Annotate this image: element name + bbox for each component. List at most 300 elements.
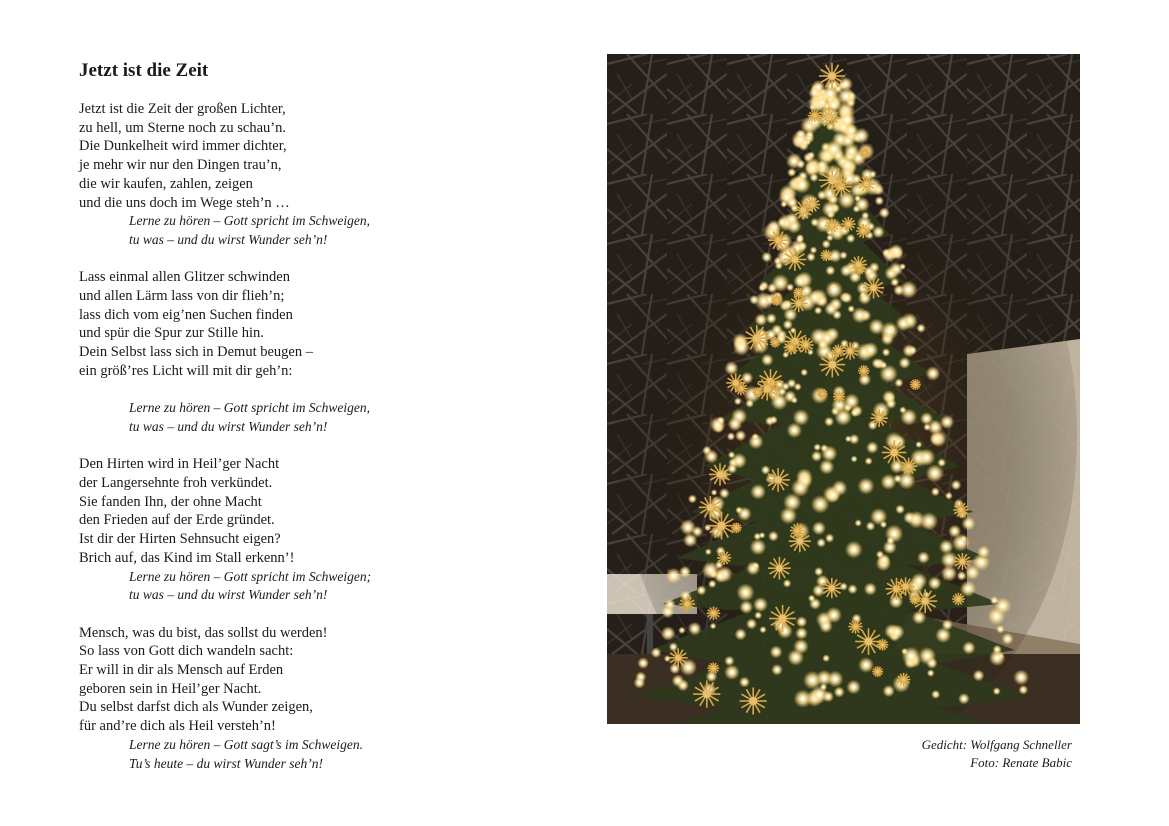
light-bulb bbox=[821, 164, 823, 166]
light-bulb bbox=[817, 527, 820, 530]
refrain-line: Lerne zu hören – Gott spricht im Schweigen, bbox=[129, 400, 370, 416]
light-bulb bbox=[857, 522, 859, 524]
light-bulb bbox=[850, 237, 852, 239]
light-bulb bbox=[655, 651, 658, 654]
refrain-gap bbox=[79, 381, 549, 400]
light-bulb bbox=[803, 371, 805, 373]
light-bulb bbox=[804, 141, 806, 143]
light-bulb bbox=[934, 491, 936, 493]
light-bulb bbox=[925, 654, 929, 658]
light-bulb bbox=[875, 325, 879, 329]
light-bulb bbox=[906, 287, 911, 292]
light-bulb bbox=[850, 95, 852, 97]
light-bulb bbox=[799, 238, 801, 240]
light-bulb bbox=[710, 455, 714, 459]
light-bulb bbox=[672, 574, 676, 578]
light-bulb bbox=[869, 348, 873, 352]
light-bulb bbox=[790, 382, 792, 384]
light-bulb bbox=[686, 665, 690, 669]
light-bulb bbox=[801, 696, 806, 701]
light-bulb bbox=[818, 502, 823, 507]
light-bulb bbox=[955, 484, 958, 487]
light-bulb bbox=[778, 281, 782, 285]
light-bulb bbox=[681, 629, 683, 631]
light-bulb bbox=[743, 681, 746, 684]
light-bulb bbox=[693, 627, 696, 630]
refrain-line: Tu’s heute – du wirst Wunder seh’n! bbox=[129, 755, 324, 771]
light-bulb bbox=[755, 565, 757, 567]
light-bulb bbox=[684, 570, 687, 573]
light-bulb bbox=[828, 537, 830, 539]
light-bulb bbox=[863, 378, 866, 381]
light-bulb bbox=[995, 656, 999, 660]
light-bulb bbox=[889, 397, 892, 400]
poem-title: Jetzt ist die Zeit bbox=[79, 60, 209, 81]
light-bulb bbox=[756, 490, 760, 494]
light-bulb bbox=[927, 519, 932, 524]
light-bulb bbox=[764, 469, 766, 471]
poem-line: Ist dir der Hirten Sehnsucht eigen? bbox=[79, 531, 281, 548]
poem-line: Lass einmal allen Glitzer schwinden bbox=[79, 269, 290, 286]
light-bulb bbox=[933, 471, 938, 476]
light-bulb bbox=[825, 243, 827, 245]
light-bulb bbox=[730, 367, 734, 371]
light-bulb bbox=[832, 613, 836, 617]
light-bulb bbox=[708, 551, 710, 553]
light-bulb bbox=[743, 590, 748, 595]
light-bulb bbox=[730, 435, 732, 437]
light-bulb bbox=[931, 372, 935, 376]
light-bulb bbox=[800, 133, 803, 136]
light-bulb bbox=[914, 518, 916, 520]
light-bulb bbox=[899, 508, 901, 510]
light-bulb bbox=[841, 415, 845, 419]
poem-line: der Langersehnte froh verkündet. bbox=[79, 475, 273, 492]
poem-line: So lass von Gott dich wandeln sacht: bbox=[79, 643, 294, 660]
light-bulb bbox=[832, 147, 837, 152]
poem-line: je mehr wir nur den Dingen trau’n, bbox=[79, 157, 282, 174]
light-bulb bbox=[871, 424, 874, 427]
light-bulb bbox=[810, 256, 812, 258]
light-bulb bbox=[739, 434, 742, 437]
light-bulb bbox=[948, 495, 950, 497]
poem-line: ein größ’res Licht will mit dir geh’n: bbox=[79, 362, 293, 379]
light-bulb bbox=[753, 299, 755, 301]
light-bulb bbox=[877, 231, 880, 234]
stanza-3 bbox=[79, 455, 549, 605]
light-bulb bbox=[1022, 689, 1024, 691]
light-bulb bbox=[781, 391, 783, 393]
poem-line: und allen Lärm lass von dir flieh’n; bbox=[79, 288, 285, 305]
light-bulb bbox=[947, 571, 951, 575]
light-bulb bbox=[828, 207, 832, 211]
light-bulb bbox=[691, 498, 693, 500]
light-bulb bbox=[878, 200, 880, 202]
light-bulb bbox=[773, 419, 775, 421]
light-bulb bbox=[669, 603, 672, 606]
light-bulb bbox=[846, 297, 849, 300]
light-bulb bbox=[730, 670, 734, 674]
light-bulb bbox=[700, 589, 703, 592]
light-bulb bbox=[843, 586, 845, 588]
light-bulb bbox=[901, 322, 905, 326]
light-bulb bbox=[777, 399, 781, 403]
light-bulb bbox=[941, 462, 943, 464]
light-bulb bbox=[667, 658, 669, 660]
light-bulb bbox=[890, 540, 892, 542]
light-bulb bbox=[789, 286, 791, 288]
light-bulb bbox=[791, 171, 793, 173]
light-bulb bbox=[817, 692, 822, 697]
light-bulb bbox=[848, 177, 852, 181]
light-bulb bbox=[843, 254, 845, 256]
christmas-tree-illustration bbox=[607, 54, 1080, 724]
light-bulb bbox=[813, 91, 816, 94]
poem-line: den Frieden auf der Erde gründet. bbox=[79, 512, 275, 529]
light-bulb bbox=[790, 218, 793, 221]
light-bulb bbox=[830, 307, 833, 310]
light-bulb bbox=[885, 351, 887, 353]
light-bulb bbox=[982, 550, 985, 553]
light-bulb bbox=[783, 203, 785, 205]
light-bulb bbox=[845, 269, 848, 272]
light-bulb bbox=[930, 672, 932, 674]
light-bulb bbox=[770, 317, 773, 320]
light-bulb bbox=[708, 568, 712, 572]
light-bulb bbox=[898, 382, 900, 384]
light-bulb bbox=[772, 225, 776, 229]
refrain-line: Lerne zu hören – Gott sagt’s im Schweigen. bbox=[129, 736, 363, 752]
photo-credit: Foto: Renate Babic bbox=[970, 755, 1072, 770]
light-bulb bbox=[933, 425, 937, 429]
light-bulb bbox=[877, 514, 881, 518]
light-bulb bbox=[770, 333, 773, 336]
light-bulb bbox=[818, 570, 820, 572]
light-bulb bbox=[887, 690, 890, 693]
light-bulb bbox=[838, 691, 841, 694]
light-bulb bbox=[922, 556, 925, 559]
poem-line: Sie fanden Ihn, der ohne Macht bbox=[79, 493, 262, 510]
light-bulb bbox=[786, 303, 789, 306]
light-bulb bbox=[967, 522, 971, 526]
light-bulb bbox=[935, 437, 938, 440]
poem-line: zu hell, um Sterne noch zu schau’n. bbox=[79, 119, 286, 136]
light-bulb bbox=[869, 525, 871, 527]
light-bulb bbox=[800, 163, 802, 165]
light-bulb bbox=[887, 480, 891, 484]
light-bulb bbox=[864, 663, 868, 667]
light-bulb bbox=[931, 662, 934, 665]
light-bulb bbox=[775, 650, 778, 653]
light-bulb bbox=[785, 385, 787, 387]
light-bulb bbox=[858, 313, 862, 317]
light-bulb bbox=[996, 690, 998, 692]
light-bulb bbox=[853, 458, 855, 460]
light-bulb bbox=[771, 287, 774, 290]
light-bulb bbox=[761, 535, 763, 537]
light-bulb bbox=[686, 525, 690, 529]
light-bulb bbox=[844, 94, 848, 98]
light-bulb bbox=[945, 420, 949, 424]
light-bulb bbox=[711, 583, 713, 585]
light-bulb bbox=[844, 198, 849, 203]
light-bulb bbox=[817, 310, 819, 312]
light-bulb bbox=[739, 633, 742, 636]
stanza-gap bbox=[79, 605, 549, 624]
christmas-tree-photo bbox=[607, 54, 1080, 724]
light-bulb bbox=[837, 403, 841, 407]
light-bulb bbox=[814, 602, 817, 605]
stanza-4 bbox=[79, 624, 549, 774]
light-bulb bbox=[710, 675, 713, 678]
light-bulb bbox=[966, 587, 970, 591]
poem-line: Du selbst darfst dich als Wunder zeigen, bbox=[79, 699, 313, 716]
light-bulb bbox=[829, 237, 831, 239]
light-bulb bbox=[813, 249, 815, 251]
light-bulb bbox=[757, 614, 759, 616]
light-bulb bbox=[868, 460, 870, 462]
light-bulb bbox=[786, 582, 788, 584]
refrain-line: Lerne zu hören – Gott spricht im Schweigen, bbox=[129, 213, 370, 229]
light-bulb bbox=[993, 599, 995, 601]
stanza-gap bbox=[79, 437, 549, 456]
light-bulb bbox=[941, 633, 945, 637]
light-bulb bbox=[1001, 604, 1005, 608]
light-bulb bbox=[756, 535, 758, 537]
light-bulb bbox=[895, 465, 899, 469]
light-bulb bbox=[797, 386, 799, 388]
poem-line: und spür die Spur zur Stille hin. bbox=[79, 325, 264, 342]
stanza-gap bbox=[79, 250, 549, 269]
light-bulb bbox=[821, 101, 824, 104]
poem-credit: Gedicht: Wolfgang Schneller bbox=[921, 737, 1072, 752]
light-bulb bbox=[994, 614, 999, 619]
light-bulb bbox=[756, 545, 760, 549]
light-bulb bbox=[967, 646, 970, 649]
poem-line: Den Hirten wird in Heil’ger Nacht bbox=[79, 456, 280, 473]
refrain-line: Lerne zu hören – Gott spricht im Schweigen; bbox=[129, 568, 372, 584]
light-bulb bbox=[810, 678, 815, 683]
light-bulb bbox=[850, 149, 854, 153]
light-bulb bbox=[789, 395, 792, 398]
light-bulb bbox=[897, 478, 899, 480]
light-bulb bbox=[815, 455, 818, 458]
light-bulb bbox=[904, 478, 908, 482]
light-bulb bbox=[719, 574, 723, 578]
light-bulb bbox=[827, 695, 830, 698]
light-bulb bbox=[844, 82, 848, 86]
light-bulb bbox=[903, 361, 906, 364]
light-bulb bbox=[799, 279, 803, 283]
light-bulb bbox=[894, 600, 898, 604]
light-bulb bbox=[847, 438, 849, 440]
light-bulb bbox=[783, 629, 787, 633]
light-bulb bbox=[894, 281, 896, 283]
light-bulb bbox=[854, 275, 857, 278]
light-bulb bbox=[836, 314, 838, 316]
light-bulb bbox=[816, 446, 818, 448]
light-bulb bbox=[785, 354, 787, 356]
light-bulb bbox=[713, 492, 715, 494]
light-bulb bbox=[825, 657, 827, 659]
light-bulb bbox=[829, 269, 832, 272]
light-bulb bbox=[892, 531, 897, 536]
light-bulb bbox=[999, 628, 1001, 630]
light-bulb bbox=[813, 176, 815, 178]
caption bbox=[922, 736, 1072, 772]
light-bulb bbox=[946, 624, 949, 627]
light-bulb bbox=[723, 492, 726, 495]
light-bulb bbox=[820, 542, 822, 544]
light-bulb bbox=[843, 343, 845, 345]
stanza-2 bbox=[79, 268, 549, 436]
light-bulb bbox=[909, 654, 914, 659]
poem-line: die wir kaufen, zahlen, zeigen bbox=[79, 175, 253, 192]
light-bulb bbox=[917, 616, 921, 620]
light-bulb bbox=[799, 645, 803, 649]
stanza-1 bbox=[79, 100, 549, 250]
light-bulb bbox=[845, 163, 849, 167]
light-bulb bbox=[850, 129, 854, 133]
light-bulb bbox=[833, 677, 837, 681]
poem-line: Dein Selbst lass sich in Demut beugen – bbox=[79, 344, 313, 361]
poem-line: geboren sein in Heil’ger Nacht. bbox=[79, 680, 262, 697]
light-bulb bbox=[761, 287, 763, 289]
light-bulb bbox=[666, 610, 669, 613]
light-bulb bbox=[759, 318, 762, 321]
light-bulb bbox=[739, 345, 743, 349]
light-bulb bbox=[642, 662, 645, 665]
light-bulb bbox=[787, 323, 790, 326]
light-bulb bbox=[894, 249, 898, 253]
light-bulb bbox=[750, 623, 753, 626]
light-bulb bbox=[798, 486, 803, 491]
light-bulb bbox=[854, 412, 856, 414]
light-bulb bbox=[731, 454, 733, 456]
light-bulb bbox=[780, 338, 783, 341]
poem bbox=[79, 58, 549, 773]
light-bulb bbox=[759, 603, 763, 607]
light-bulb bbox=[791, 201, 794, 204]
poem-line: lass dich vom eig’nen Suchen finden bbox=[79, 306, 293, 323]
light-bulb bbox=[850, 308, 852, 310]
poem-line: Brich auf, das Kind im Stall erkenn’! bbox=[79, 549, 295, 566]
light-bulb bbox=[707, 527, 709, 529]
light-bulb bbox=[960, 575, 962, 577]
light-bulb bbox=[799, 415, 803, 419]
light-bulb bbox=[868, 270, 871, 273]
poem-line: Die Dunkelheit wird immer dichter, bbox=[79, 138, 287, 155]
refrain-line: tu was – und du wirst Wunder seh’n! bbox=[129, 587, 328, 603]
light-bulb bbox=[749, 402, 751, 404]
light-bulb bbox=[977, 674, 980, 677]
light-bulb bbox=[838, 486, 842, 490]
light-bulb bbox=[876, 362, 879, 365]
light-bulb bbox=[920, 327, 922, 329]
light-bulb bbox=[688, 538, 692, 542]
light-bulb bbox=[811, 166, 814, 169]
light-bulb bbox=[792, 428, 796, 432]
light-bulb bbox=[944, 545, 948, 549]
light-bulb bbox=[731, 467, 734, 470]
light-bulb bbox=[824, 625, 827, 628]
poem-line: und die uns doch im Wege steh’n … bbox=[79, 194, 290, 211]
light-bulb bbox=[828, 192, 832, 196]
light-bulb bbox=[832, 288, 836, 292]
light-bulb bbox=[672, 646, 674, 648]
light-bulb bbox=[882, 558, 885, 561]
light-bulb bbox=[666, 632, 670, 636]
light-bulb bbox=[959, 540, 964, 545]
light-bulb bbox=[971, 571, 975, 575]
poem-line: Jetzt ist die Zeit der großen Lichter, bbox=[79, 101, 286, 117]
light-bulb bbox=[869, 587, 872, 590]
light-bulb bbox=[852, 685, 856, 689]
light-bulb bbox=[852, 547, 856, 551]
light-bulb bbox=[885, 252, 887, 254]
light-bulb bbox=[979, 560, 983, 564]
light-bulb bbox=[828, 91, 833, 96]
light-bulb bbox=[925, 417, 928, 420]
light-bulb bbox=[696, 530, 699, 533]
light-bulb bbox=[902, 409, 904, 411]
light-bulb bbox=[1019, 675, 1023, 679]
light-bulb bbox=[792, 159, 796, 163]
light-bulb bbox=[817, 589, 820, 592]
light-bulb bbox=[776, 668, 779, 671]
light-bulb bbox=[832, 103, 836, 107]
light-bulb bbox=[871, 446, 874, 449]
light-bulb bbox=[745, 605, 748, 608]
light-bulb bbox=[851, 588, 854, 591]
light-bulb bbox=[800, 620, 803, 623]
light-bulb bbox=[720, 419, 722, 421]
poem-line: für and’re dich als Heil versteh’n! bbox=[79, 718, 276, 735]
light-bulb bbox=[737, 400, 739, 402]
light-bulb bbox=[811, 597, 813, 599]
light-bulb bbox=[737, 459, 741, 463]
light-bulb bbox=[766, 358, 769, 361]
light-bulb bbox=[733, 422, 737, 426]
light-bulb bbox=[800, 632, 803, 635]
light-bulb bbox=[933, 582, 936, 585]
light-bulb bbox=[864, 215, 866, 217]
light-bulb bbox=[864, 484, 868, 488]
light-bulb bbox=[781, 221, 783, 223]
light-bulb bbox=[794, 655, 798, 659]
light-bulb bbox=[728, 660, 731, 663]
light-bulb bbox=[772, 535, 775, 538]
light-bulb bbox=[947, 558, 951, 562]
light-bulb bbox=[789, 313, 793, 317]
light-bulb bbox=[810, 154, 812, 156]
light-bulb bbox=[801, 245, 803, 247]
light-bulb bbox=[828, 420, 831, 423]
light-bulb bbox=[962, 697, 965, 700]
light-bulb bbox=[765, 256, 768, 259]
light-bulb bbox=[886, 372, 891, 377]
light-bulb bbox=[638, 681, 641, 684]
light-bulb bbox=[953, 530, 956, 533]
light-bulb bbox=[924, 455, 928, 459]
light-bulb bbox=[902, 266, 904, 268]
light-bulb bbox=[858, 189, 860, 191]
light-bulb bbox=[1006, 637, 1009, 640]
light-bulb bbox=[888, 546, 891, 549]
light-bulb bbox=[859, 134, 863, 138]
light-bulb bbox=[895, 630, 899, 634]
light-bulb bbox=[743, 512, 747, 516]
